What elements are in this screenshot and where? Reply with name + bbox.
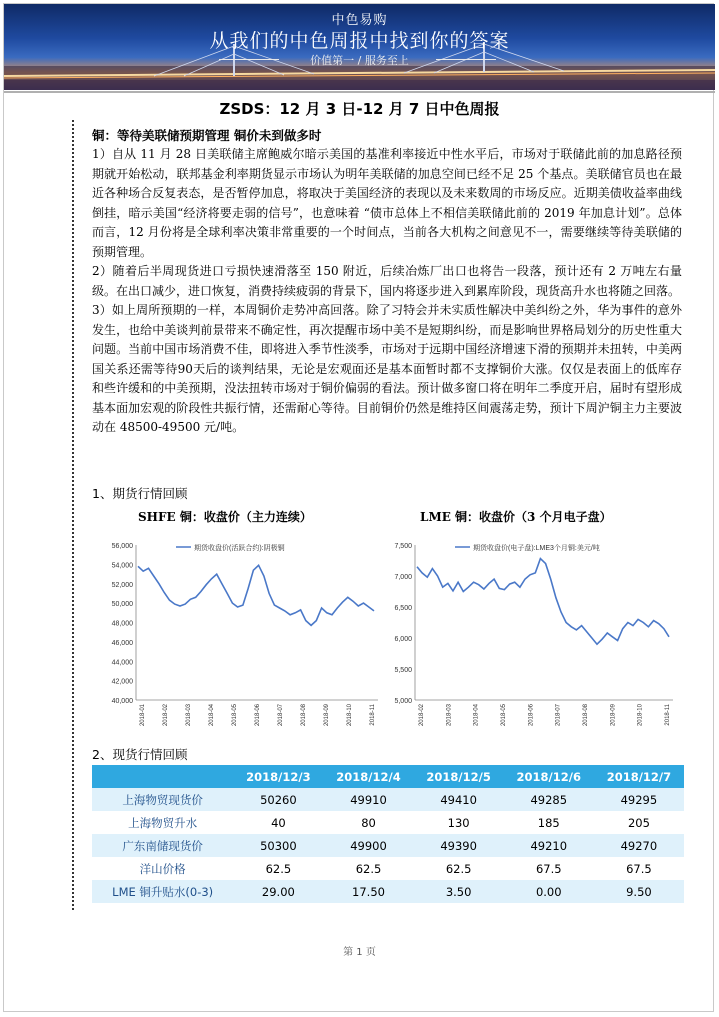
table-header-cell: 2018/12/4 (323, 765, 413, 788)
x-tick-label: 2018-10 (347, 704, 353, 727)
table-row (92, 811, 684, 834)
x-tick-label: 2018-09 (610, 704, 617, 727)
y-tick-label: 6,500 (394, 605, 412, 612)
lme-chart-svg (385, 525, 675, 740)
table-cell: 50260 (233, 788, 323, 811)
table-cell: 49900 (323, 834, 413, 857)
table-cell: 3.50 (414, 880, 504, 903)
paragraph-3: 3）如上周所预期的一样，本周铜价走势冲高回落。除了习特会并未实质性解决中美纠纷之外，华为事件的意外发生，也给中美谈判前景带来不确定性，再次提醒市场中美不是短期纠纷，而是影响世界格局划分的历史性重大问题。当前中国市场消费不佳，即将进入季节性淡季，市场对于远期中国经济增速下滑的预期并未扭转，中美两国关系还需等待90天后的谈判结果，无论是宏观面还是基本面暂时都不支撑铜价大涨。仅仅是表面上的低库存和些许缓和的中美预期，没法扭转市场对于铜价偏弱的看法。预计做多窗口将在明年二季度开启，届时有望形成基本面加宏观的阶段性共振行情，还需耐心等待。目前铜价仍然是维持区间震荡走势，预计下周沪铜主力主要波动在 48500-49500 元/吨。 (92, 303, 682, 434)
x-tick-label: 2018-10 (637, 704, 644, 727)
table-cell: 29.00 (233, 880, 323, 903)
x-tick-label: 2018-02 (419, 704, 425, 727)
table-header-row (92, 765, 684, 788)
table-cell: 49910 (323, 788, 413, 811)
x-tick-label: 2018-05 (501, 704, 507, 727)
x-tick-label: 2018-11 (665, 704, 671, 726)
table-cell: 62.5 (355, 861, 382, 876)
spot-price-table (92, 765, 684, 903)
x-tick-label: 2018-07 (278, 704, 284, 727)
y-tick-label: 42,000 (111, 678, 133, 686)
table-cell: 49390 (414, 834, 504, 857)
table-cell: 62.5 (265, 861, 292, 876)
legend-label: 期货收盘价(电子盘):LME3个月铜:美元/吨 (473, 545, 600, 552)
table-row (92, 788, 684, 811)
y-tick-label: 5,000 (394, 698, 412, 705)
x-tick-label: 2018-04 (473, 704, 480, 727)
table-cell: 49210 (504, 834, 594, 857)
y-tick-label: 6,000 (394, 636, 412, 643)
x-tick-label: 2018-08 (583, 704, 589, 727)
x-tick-label: 2018-11 (370, 704, 376, 726)
y-tick-label: 50,000 (111, 601, 133, 609)
x-tick-label: 2018-03 (446, 704, 453, 727)
y-tick-label: 40,000 (111, 698, 133, 705)
x-tick-label: 2018-05 (232, 704, 238, 727)
header-banner (4, 4, 715, 90)
x-tick-label: 2018-09 (324, 704, 330, 727)
y-tick-label: 48,000 (111, 620, 133, 628)
x-tick-label: 2018-06 (255, 704, 261, 727)
row-label: 上海物贸现货价 (92, 788, 233, 811)
y-tick-label: 44,000 (111, 659, 133, 667)
brand-name: 中色易购 (331, 13, 388, 28)
table-cell: 50300 (233, 834, 323, 857)
shfe-chart (100, 525, 380, 744)
x-tick-label: 2018-03 (186, 704, 192, 727)
table-cell: 49410 (414, 788, 504, 811)
margin-dotted-line (72, 120, 74, 910)
lme-chart-title: LME 铜：收盘价（3 个月电子盘） (420, 510, 612, 524)
y-tick-label: 54,000 (111, 562, 133, 570)
x-tick-label: 2018-08 (301, 704, 307, 727)
table-cell: 205 (627, 815, 650, 830)
table-header-cell: 2018/12/5 (414, 765, 504, 788)
table-row (92, 857, 684, 880)
series-line (417, 559, 669, 645)
row-label: 广东南储现货价 (92, 834, 233, 857)
table-header-cell (92, 765, 233, 788)
table-cell: 130 (447, 815, 470, 830)
lme-chart (385, 525, 675, 744)
futures-review-heading: 1、期货行情回顾 (92, 486, 188, 501)
y-tick-label: 7,500 (394, 543, 412, 550)
x-tick-label: 2018-01 (140, 704, 146, 727)
x-tick-label: 2018-06 (528, 704, 535, 727)
table-cell: 49295 (594, 788, 684, 811)
y-tick-label: 5,500 (394, 667, 412, 674)
row-label: 上海物贸升水 (128, 815, 198, 830)
shfe-chart-svg (100, 525, 380, 740)
spot-review-heading: 2、现货行情回顾 (92, 747, 188, 762)
table-cell: 185 (537, 815, 560, 830)
y-tick-label: 46,000 (111, 639, 133, 647)
table-cell: 80 (361, 815, 376, 830)
table-cell: 67.5 (535, 861, 562, 876)
page-number: 第 1 页 (343, 947, 376, 958)
table-header-cell: 2018/12/3 (233, 765, 323, 788)
copper-section-heading: 铜：等待美联储预期管理 铜价未到做多时 (92, 128, 322, 143)
y-tick-label: 7,000 (394, 574, 412, 581)
table-row (92, 880, 684, 903)
motto-line-right (436, 59, 496, 60)
x-tick-label: 2018-04 (209, 704, 215, 727)
y-tick-label: 56,000 (111, 543, 133, 550)
table-cell: 49285 (504, 788, 594, 811)
x-tick-label: 2018-07 (555, 704, 562, 727)
table-header-cell: 2018/12/6 (504, 765, 594, 788)
header-separator (4, 91, 715, 93)
row-label: 洋山价格 (139, 861, 186, 876)
y-tick-label: 52,000 (111, 581, 133, 589)
table-cell: 9.50 (594, 880, 684, 903)
analysis-text (92, 145, 682, 438)
legend-label: 期货收盘价(活跃合约):阴极铜 (194, 545, 285, 552)
table-cell: 49270 (594, 834, 684, 857)
banner-motto: 价值第一 / 服务至上 (310, 54, 409, 67)
table-cell: 0.00 (504, 880, 594, 903)
report-title: ZSDS：12 月 3 日-12 月 7 日中色周报 (219, 100, 500, 118)
banner-slogan: 从我们的中色周报中找到你的答案 (209, 30, 510, 52)
x-tick-label: 2018-02 (163, 704, 169, 727)
table-cell: 17.50 (323, 880, 413, 903)
table-cell: 40 (271, 815, 286, 830)
series-line (138, 565, 374, 625)
paragraph-1: 1）自从 11 月 28 日美联储主席鲍威尔暗示美国的基准利率接近中性水平后，市场对于联储此前的加息路径预期就开始松动，联邦基金利率期货显示市场认为明年美联储的加息空间已经不足 25 个基点。美联储官员也在最近各种场合反复表态，是否暂停加息，将取决于美国经济的表现以及未来数周的市场反应。近期美债收益率曲线倒挂，暗示美国“经济将要走弱的信号”，也意味着 “债市总体上不相信美联储此前的 2019 年加息计划”。总体而言，12 月份将是全球利率决策非常重要的一个时间点，当前各大机构之间意见不一，需要继续等待美联储的预期管理。 (92, 147, 682, 259)
paragraph-2: 2）随着后半周现货进口亏损快速滑落至 150 附近，后续冶炼厂出口也将告一段落，预计还有 2 万吨左右量级。在出口减少，进口恢复，消费持续疲弱的背景下，国内将逐步进入到累库阶段，现货高升水也将随之回落。 (92, 264, 682, 298)
table-cell: 67.5 (626, 861, 652, 876)
table-cell: 62.5 (445, 861, 472, 876)
table-row (92, 834, 684, 857)
table-header-cell: 2018/12/7 (594, 765, 684, 788)
row-label: LME 铜升贴水(0-3) (92, 880, 233, 903)
shfe-chart-title: SHFE 铜：收盘价（主力连续） (138, 510, 312, 524)
